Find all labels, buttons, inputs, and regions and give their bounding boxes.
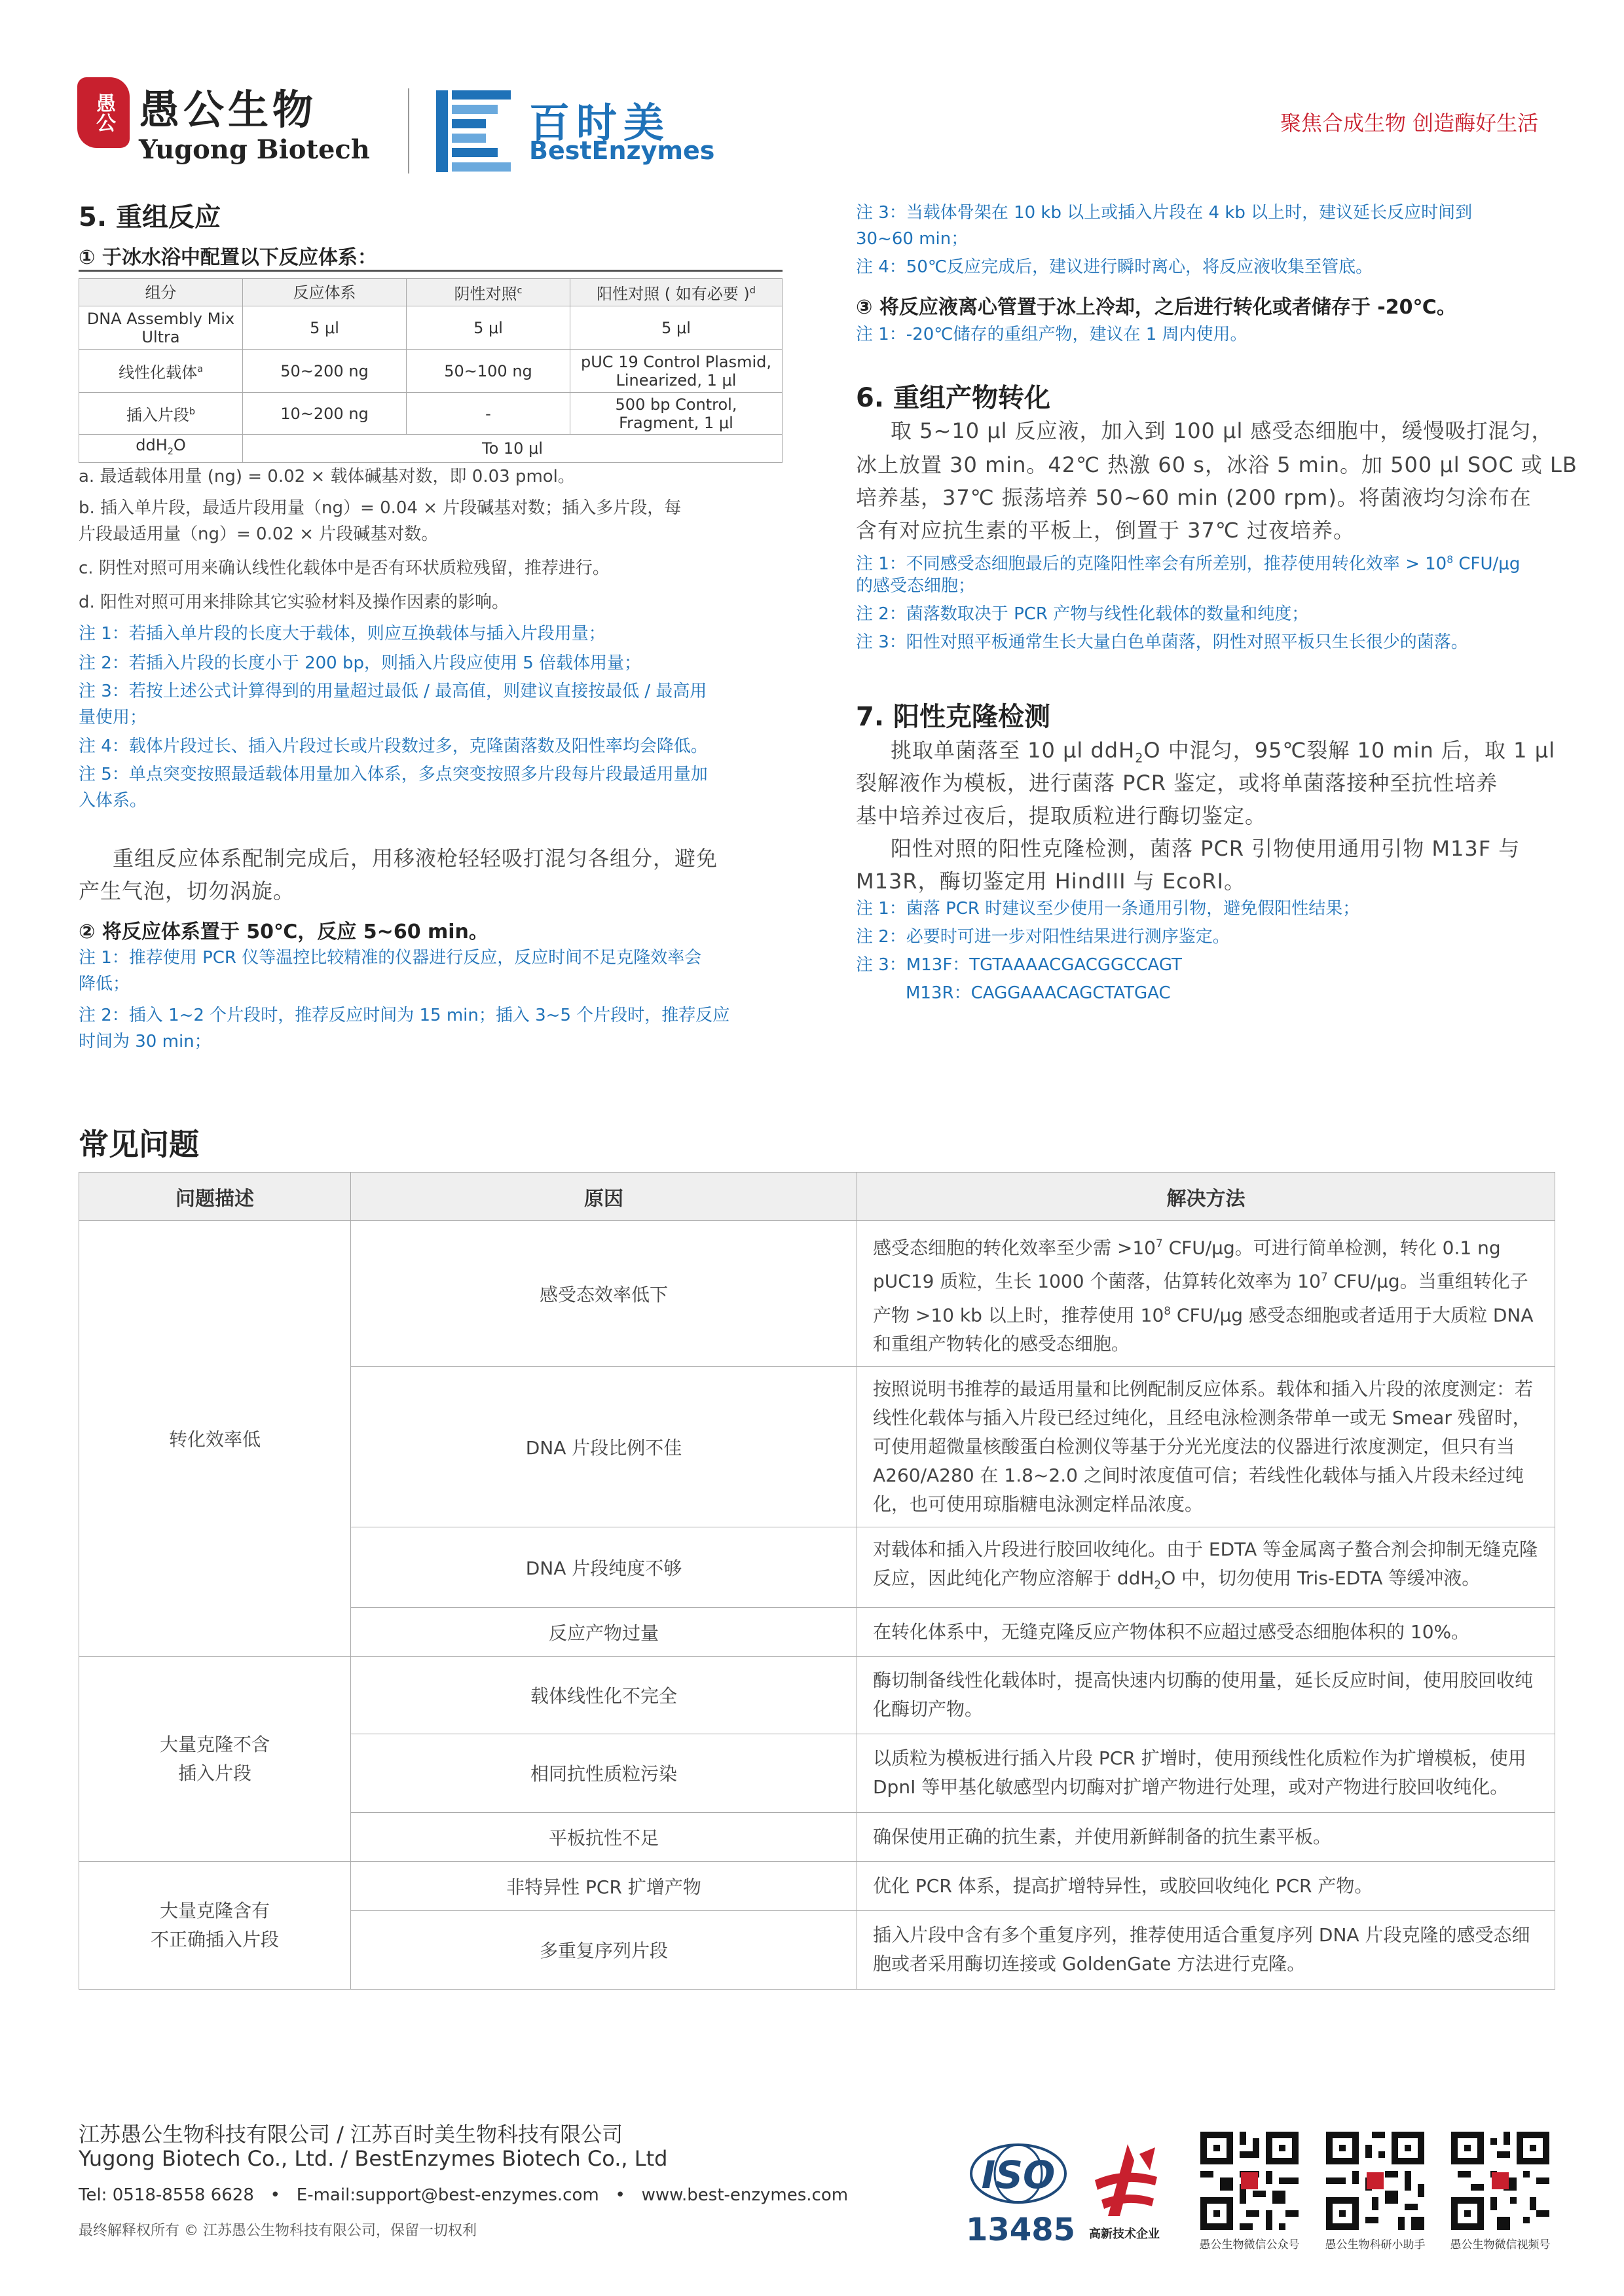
table-cell: 500 bp Control, Fragment, 1 μl [570,393,783,435]
footer-contact: Tel: 0518-8558 6628 • E-mail:support@best-enzymes.com • www.best-enzymes.com [79,2185,849,2205]
table-cell: 50~200 ng [243,350,407,393]
reaction-table [79,278,783,463]
s6-para2: 冰上放置 30 min。42℃ 热激 60 s，冰浴 5 min。加 500 μl SOC 或 LB [856,452,1578,477]
faq-solution: 对载体和插入片段进行胶回收纯化。由于 EDTA 等金属离子螯合剂会抑制无缝克隆反应，因此纯化产物应溶解于 ddH$_2$O 中，切勿使用 Tris-EDTA 等缓冲液。 [857,1527,1555,1607]
s7-note2: 注 2：必要时可进一步对阳性结果进行测序鉴定。 [856,927,1230,947]
s5-note4: 注 4：载体片段过长、插入片段过长或片段数过多，克隆菌落数及阳性率均会降低。 [79,737,708,756]
yugong-name-cn: 愚公生物 [139,86,318,134]
s5-step2-note1b: 降低； [79,974,130,994]
section-5-step1: ① 于冰水浴中配置以下反应体系： [79,246,377,269]
iso-badge [966,2141,1075,2248]
iso-number: 13485 [966,2212,1075,2248]
s7-note3-m13r: M13R：CAGGAAACAGCTATGAC [906,983,1171,1003]
qr-code-2-icon [1326,2132,1424,2230]
s6-para4: 含有对应抗生素的平板上，倒置于 37℃ 过夜培养。 [856,518,1356,543]
table-cell: 5 μl [407,306,570,350]
s5-step2-note3b: 30~60 min； [856,229,969,249]
section-5-rule [79,270,783,272]
faq-th-cause: 原因 [351,1173,857,1221]
s5-step2-note1a: 注 1：推荐使用 PCR 仪等温控比较精准的仪器进行反应，反应时间不足克隆效率会 [79,948,702,968]
header-divider [408,88,409,173]
s7-para2: 裂解液作为模板，进行菌落 PCR 鉴定，或将单菌落接种至抗性培养 [856,771,1498,795]
faq-cause: 相同抗性质粒污染 [351,1734,857,1812]
qr-caption-3: 愚公生物微信视频号 [1450,2238,1551,2251]
s5-note3b: 量使用； [79,708,147,727]
table-row [79,1221,1555,1367]
s7-para3: 基中培养过夜后，提取质粒进行酶切鉴定。 [856,803,1267,828]
faq-cause: 平板抗性不足 [351,1812,857,1861]
faq-cause: DNA 片段纯度不够 [351,1527,857,1607]
table-row [79,350,783,393]
section-5-title: 5. 重组反应 [79,202,221,232]
qr-code-1-icon [1200,2132,1299,2230]
s7-para4: 阳性对照的阳性克隆检测，菌落 PCR 引物使用通用引物 M13F 与 [891,836,1521,861]
s6-note2: 注 2：菌落数取决于 PCR 产物与线性化载体的数量和纯度； [856,604,1309,624]
faq-solution: 在转化体系中，无缝克隆反应产物体积不应超过感受态细胞体积的 10%。 [857,1607,1555,1656]
table-cell: 5 μl [243,306,407,350]
footnote-c: c. 阴性对照可用来确认线性化载体中是否有环状质粒残留，推荐进行。 [79,558,610,578]
table-cell: 5 μl [570,306,783,350]
footer-company-en: Yugong Biotech Co., Ltd. / BestEnzymes Biotech Co., Ltd [79,2146,668,2171]
table-cell: pUC 19 Control Plasmid, Linearized, 1 μl [570,350,783,393]
s6-note1b: 的感受态细胞； [856,576,976,596]
faq-group-1: 转化效率低 [79,1221,351,1657]
s5-para1b: 产生气泡，切勿涡旋。 [79,879,295,903]
bestenzymes-name-cn: 百时美 [529,99,671,147]
table-cell: DNA Assembly Mix Ultra [79,306,243,350]
hightech-icon [1082,2141,1167,2219]
s5-note3a: 注 3：若按上述公式计算得到的用量超过最低 / 最高值，则建议直接按最低 / 最高用 [79,682,707,701]
table-cell: 插入片段$^b$ [79,393,243,435]
faq-th-problem: 问题描述 [79,1173,351,1221]
bestenzymes-logo [436,90,515,172]
s7-para1: 挑取单菌落至 10 μl ddH$_2$O 中混匀，95℃裂解 10 min 后，取 1 μl [891,738,1555,766]
table-row [79,1861,1555,1910]
s5-note2: 注 2：若插入片段的长度小于 200 bp，则插入片段应使用 5 倍载体用量； [79,653,642,673]
s7-note1: 注 1：菌落 PCR 时建议至少使用一条通用引物，避免假阳性结果； [856,899,1360,919]
faq-solution: 按照说明书推荐的最适用量和比例配制反应体系。载体和插入片段的浓度测定：若线性化载体与插入片段已经过纯化，且经电泳检测条带单一或无 Smear 残留时，可使用超微量核酸蛋白检测仪等基于分光光度法的仪器进行浓度测定，但只有当 A260/A280 在 1.8~2.0 之间时浓度值可信；若线性化载体与插入片段未经过纯化，也可使用琼脂糖电泳测定样品浓度。 [857,1366,1555,1527]
table-cell: 50~100 ng [407,350,570,393]
s5-step2-note4: 注 4：50℃反应完成后，建议进行瞬时离心，将反应液收集至管底。 [856,257,1373,277]
th-reaction: 反应体系 [243,279,407,306]
faq-cause: 载体线性化不完全 [351,1656,857,1734]
iso-label: ISO [981,2153,1056,2197]
table-row [79,393,783,435]
slogan: 聚焦合成生物 创造酶好生活 [1280,111,1539,136]
th-negative: 阴性对照$^c$ [407,279,570,306]
footnote-b2: 片段最适用量（ng）= 0.02 × 片段碱基对数。 [79,524,439,544]
faq-solution: 感受态细胞的转化效率至少需 $>10^7$ CFU/μg。可进行简单检测，转化 0.1 ng pUC19 质粒，生长 1000 个菌落，估算转化效率为 $10^7$ CFU/μg。当重组转化子产物 >10 kb 以上时，推荐使用 $10^8$ CFU/μg 感受态细胞或者适用于大质粒 DNA 和重组产物转化的感受态细胞。 [857,1221,1555,1367]
faq-solution: 插入片段中含有多个重复序列，推荐使用适合重复序列 DNA 片段克隆的感受态细胞或者采用酶切连接或 GoldenGate 方法进行克隆。 [857,1910,1555,1989]
faq-title: 常见问题 [79,1127,199,1162]
table-row [79,1656,1555,1734]
th-component: 组分 [79,279,243,306]
table-cell: 10~200 ng [243,393,407,435]
bestenzymes-name-en: BestEnzymes [529,136,715,165]
faq-cause: DNA 片段比例不佳 [351,1366,857,1527]
faq-group-2: 大量克隆不含 插入片段 [79,1656,351,1861]
faq-table [79,1172,1555,1990]
section-5-step3: ③ 将反应液离心管置于冰上冷却，之后进行转化或者储存于 -20℃。 [856,296,1456,319]
faq-cause: 反应产物过量 [351,1607,857,1656]
hightech-badge [1082,2141,1167,2246]
footnote-d: d. 阳性对照可用来排除其它实验材料及操作因素的影响。 [79,592,509,612]
table-cell: To 10 μl [243,435,783,463]
s5-note5a: 注 5：单点突变按照最适载体用量加入体系，多点突变按照多片段每片段最适用量加 [79,765,708,784]
faq-group-3: 大量克隆含有 不正确插入片段 [79,1861,351,1989]
table-cell: - [407,393,570,435]
hightech-label: 高新技术企业 [1089,2227,1160,2241]
section-7-title: 7. 阳性克隆检测 [856,702,1050,732]
s6-note3: 注 3：阳性对照平板通常生长大量白色单菌落，阴性对照平板只生长很少的菌落。 [856,632,1468,652]
th-positive: 阳性对照 ( 如有必要 )$^d$ [570,279,783,306]
s7-note3: 注 3：M13F：TGTAAAACGACGGCCAGT [856,955,1182,975]
faq-solution: 优化 PCR 体系，提高扩增特异性，或胶回收纯化 PCR 产物。 [857,1861,1555,1910]
s5-step2-note2b: 时间为 30 min； [79,1032,212,1051]
s5-note5b: 入体系。 [79,791,147,811]
faq-solution: 酶切制备线性化载体时，提高快速内切酶的使用量，延长反应时间，使用胶回收纯化酶切产物。 [857,1656,1555,1734]
s7-para5: M13R，酶切鉴定用 HindIII 与 EcoRI。 [856,869,1246,894]
qr-caption-1: 愚公生物微信公众号 [1199,2238,1300,2251]
s5-step2-note3a: 注 3：当载体骨架在 10 kb 以上或插入片段在 4 kb 以上时，建议延长反应时间到 [856,203,1473,223]
section-6-title: 6. 重组产物转化 [856,383,1050,413]
table-cell: ddH$_2$O [79,435,243,463]
s6-para3: 培养基，37℃ 振荡培养 50~60 min (200 rpm)。将菌液均匀涂布在 [856,485,1532,510]
footer-rights: 最终解释权所有 © 江苏愚公生物科技有限公司，保留一切权利 [79,2223,477,2239]
yugong-logo: 愚公 [77,77,130,148]
s5-step2-note2a: 注 2：插入 1~2 个片段时，推荐反应时间为 15 min；插入 3~5 个片段时，推荐反应 [79,1006,730,1025]
s5-step3-note: 注 1：-20℃储存的重组产物，建议在 1 周内使用。 [856,325,1247,344]
s5-note1: 注 1：若插入单片段的长度大于载体，则应互换载体与插入片段用量； [79,624,606,644]
faq-cause: 多重复序列片段 [351,1910,857,1989]
faq-solution: 确保使用正确的抗生素，并使用新鲜制备的抗生素平板。 [857,1812,1555,1861]
footer-company-cn: 江苏愚公生物科技有限公司 / 江苏百时美生物科技有限公司 [79,2122,623,2147]
footnote-a: a. 最适载体用量 (ng) = 0.02 × 载体碱基对数，即 0.03 pmol。 [79,467,575,486]
table-cell: 线性化载体$^a$ [79,350,243,393]
faq-th-solution: 解决方法 [857,1173,1555,1221]
faq-cause: 非特异性 PCR 扩增产物 [351,1861,857,1910]
qr-caption-2: 愚公生物科研小助手 [1325,2238,1426,2251]
qr-code-3-icon [1451,2132,1549,2230]
faq-solution: 以质粒为模板进行插入片段 PCR 扩增时，使用预线性化质粒作为扩增模板，使用 DpnI 等甲基化敏感型内切酶对扩增产物进行处理，或对产物进行胶回收纯化。 [857,1734,1555,1812]
table-row [79,306,783,350]
table-row [79,435,783,463]
yugong-name-en: Yugong Biotech [139,134,370,165]
s6-para1: 取 5~10 μl 反应液，加入到 100 μl 感受态细胞中，缓慢吸打混匀， [891,418,1553,443]
section-5-step2: ② 将反应体系置于 50℃，反应 5~60 min。 [79,920,489,943]
faq-cause: 感受态效率低下 [351,1221,857,1367]
footnote-b1: b. 插入单片段，最适片段用量（ng）= 0.04 × 片段碱基对数；插入多片段，每 [79,498,682,518]
s6-note1a: 注 1：不同感受态细胞最后的克隆阳性率会有所差别，推荐使用转化效率 > $10^8$ CFU/μg [856,554,1521,574]
s5-para1a: 重组反应体系配制完成后，用移液枪轻轻吸打混匀各组分，避免 [113,846,718,871]
